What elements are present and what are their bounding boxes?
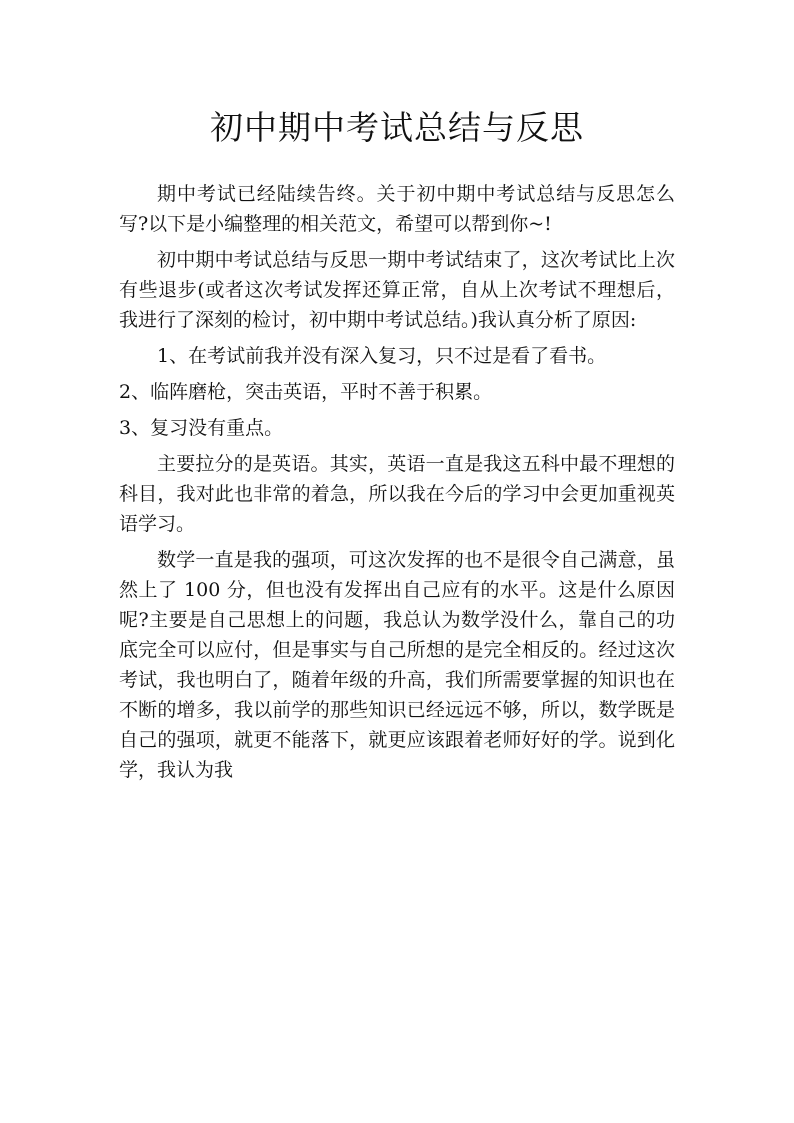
reason-list-item: 1、在考试前我并没有深入复习，只不过是看了看书。 [157,345,607,367]
reflection-paragraph: 初中期中考试总结与反思一期中考试结束了，这次考试比上次有些退步(或者这次考试发挥还算正常，自从上次考试不理想后，我进行了深刻的检讨，初中期中考试总结。)我认真分析了原因: [119,249,675,331]
reason-list-item: 2、临阵磨枪，突击英语，平时不善于积累。 [119,381,493,403]
math-paragraph: 数学一直是我的强项，可这次发挥的也不是很令自己满意，虽然上了 100 分，但也没有发挥出自己应有的水平。这是什么原因呢?主要是自己思想上的问题，我总认为数学没什么，靠自己的功底完全可以应付，但是事实与自己所想的是完全相反的。经过这次考试，我也明白了，随着年级的升高，我们所需要掌握的知识也在不断的增多，我以前学的那些知识已经远远不够，所以，数学既是自己的强项，就更不能落下，就更应该跟着老师好好的学。说到化学，我认为我 [119,549,675,781]
english-paragraph: 主要拉分的是英语。其实，英语一直是我这五科中最不理想的科目，我对此也非常的着急，所以我在今后的学习中会更加重视英语学习。 [119,453,675,535]
reason-list-item: 3、复习没有重点。 [119,417,284,439]
document-body [119,179,675,785]
document-title: 初中期中考试总结与反思 [210,108,584,147]
intro-paragraph: 期中考试已经陆续告终。关于初中期中考试总结与反思怎么写?以下是小编整理的相关范文，希望可以帮到你~! [119,183,675,235]
